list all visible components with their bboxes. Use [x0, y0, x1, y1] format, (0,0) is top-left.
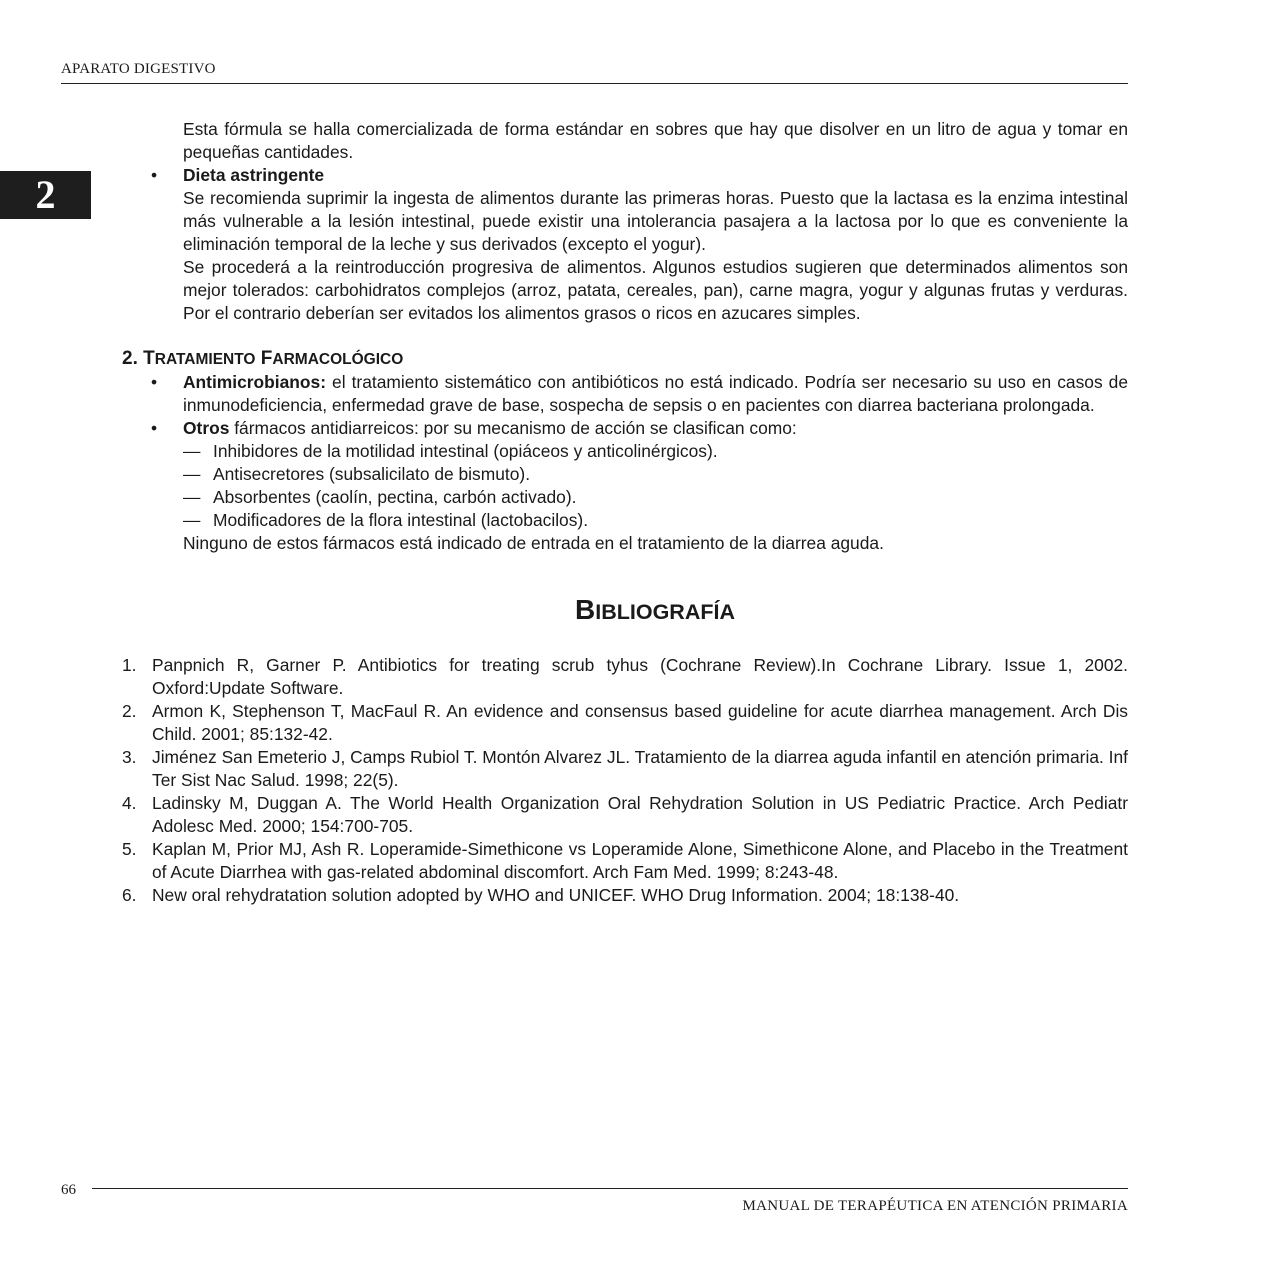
list-item-text: Inhibidores de la motilidad intestinal (opiáceos y anticolinérgicos).	[213, 441, 718, 461]
reference-item	[122, 838, 1128, 884]
chapter-tab: 2	[0, 171, 91, 219]
reference-number: 3.	[122, 747, 137, 767]
list-item-text: Antisecretores (subsalicilato de bismuto).	[213, 464, 531, 484]
bullet-icon: •	[151, 418, 158, 438]
header-rule	[61, 83, 1128, 84]
reference-text: Ladinsky M, Duggan A. The World Health Organization Oral Rehydration Solution in US Pediatric Practice. Arch Pediatr Adolesc Med. 2000; 154:700-705.	[152, 793, 1128, 836]
reference-number: 2.	[122, 701, 137, 721]
dash-icon: —	[183, 510, 201, 530]
reference-item	[122, 884, 1128, 907]
section-title-initial-1: T	[143, 348, 155, 369]
reference-text: New oral rehydratation solution adopted by WHO and UNICEF. WHO Drug Information. 2004; 18:138-40.	[152, 885, 960, 905]
otros-label: Otros	[183, 418, 230, 438]
reference-number: 1.	[122, 655, 137, 675]
section-closing: Ninguno de estos fármacos está indicado de entrada en el tratamiento de la diarrea aguda.	[183, 533, 884, 553]
reference-number: 4.	[122, 793, 137, 813]
antimicrobianos-text: el tratamiento sistemático con antibióticos no está indicado. Podría ser necesario su uso en casos de inmunodeficiencia, enfermedad grave de base, sospecha de sepsis o en pacientes con diarrea bacteriana prolongada.	[183, 372, 1128, 415]
list-item	[183, 486, 1128, 509]
running-head: APARATO DIGESTIVO	[61, 61, 216, 77]
intro-paragraph: Esta fórmula se halla comercializada de forma estándar en sobres que hay que disolver en un litro de agua y tomar en pequeñas cantidades.	[183, 119, 1128, 162]
list-item-text: Absorbentes (caolín, pectina, carbón activado).	[213, 487, 577, 507]
section-heading	[122, 347, 1280, 371]
dash-icon: —	[183, 441, 201, 461]
section-title-rest-2: ARMACOLÓGICO	[272, 351, 404, 368]
dash-icon: —	[183, 464, 201, 484]
footer-book-title: MANUAL DE TERAPÉUTICA EN ATENCIÓN PRIMARIA	[742, 1198, 1128, 1214]
bibliography-title-rest: IBLIOGRAFÍA	[595, 600, 735, 624]
list-item	[183, 463, 1128, 486]
reference-text: Jiménez San Emeterio J, Camps Rubiol T. Montón Alvarez JL. Tratamiento de la diarrea aguda infantil en atención primaria. Inf Ter Sist Nac Salud. 1998; 22(5).	[152, 747, 1128, 790]
reference-text: Kaplan M, Prior MJ, Ash R. Loperamide-Simethicone vs Loperamide Alone, Simethicone Alone, and Placebo in the Treatment of Acute Diarrhea with gas-related abdominal discomfort. Arch Fam Med. 1999; 8:243-48.	[152, 839, 1128, 882]
reference-list	[0, 654, 1280, 907]
bullet-icon: •	[151, 165, 158, 185]
reference-text: Armon K, Stephenson T, MacFaul R. An evidence and consensus based guideline for acute diarrhea management. Arch Dis Child. 2001; 85:132-42.	[152, 701, 1128, 744]
antimicrobianos-item	[151, 371, 1128, 417]
otros-item	[151, 417, 1128, 440]
dash-icon: —	[183, 487, 201, 507]
dieta-item	[151, 164, 1128, 187]
page-body	[0, 118, 1280, 907]
list-item-text: Modificadores de la flora intestinal (lactobacilos).	[213, 510, 589, 530]
section-number: 2.	[122, 348, 138, 369]
list-item	[183, 440, 1128, 463]
dieta-title: Dieta astringente	[183, 165, 325, 185]
dieta-paragraph-1: Se recomienda suprimir la ingesta de alimentos durante las primeras horas. Puesto que la lactasa es la enzima intestinal más vulnerable a la lesión intestinal, puede existir una intolerancia pasajera a la lactosa por lo que es conveniente la eliminación temporal de la leche y sus derivados (excepto el yogur).	[183, 188, 1128, 254]
reference-text: Panpnich R, Garner P. Antibiotics for treating scrub tyhus (Cochrane Review).In Cochrane Library. Issue 1, 2002. Oxford:Update Software.	[152, 655, 1128, 698]
reference-number: 5.	[122, 839, 137, 859]
reference-item	[122, 792, 1128, 838]
footer-rule	[92, 1188, 1128, 1189]
bibliography-title-initial: B	[575, 594, 596, 625]
reference-item	[122, 654, 1128, 700]
section-title-initial-2: F	[260, 348, 273, 369]
bibliography-title	[0, 593, 1280, 629]
reference-number: 6.	[122, 885, 137, 905]
otros-text: fármacos antidiarreicos: por su mecanismo de acción se clasifican como:	[229, 418, 797, 438]
page-number: 66	[61, 1182, 76, 1198]
dieta-paragraph-2: Se procederá a la reintroducción progresiva de alimentos. Algunos estudios sugieren que determinados alimentos son mejor tolerados: carbohidratos complejos (arroz, patata, cereales, pan), carne magra, yogur y algunas frutas y verduras. Por el contrario deberían ser evitados los alimentos grasos o ricos en azucares simples.	[183, 257, 1128, 323]
bullet-icon: •	[151, 372, 158, 392]
reference-item	[122, 700, 1128, 746]
reference-item	[122, 746, 1128, 792]
list-item	[183, 509, 1128, 532]
antimicrobianos-label: Antimicrobianos:	[183, 372, 326, 392]
section-title-rest-1: RATAMIENTO	[154, 351, 256, 368]
